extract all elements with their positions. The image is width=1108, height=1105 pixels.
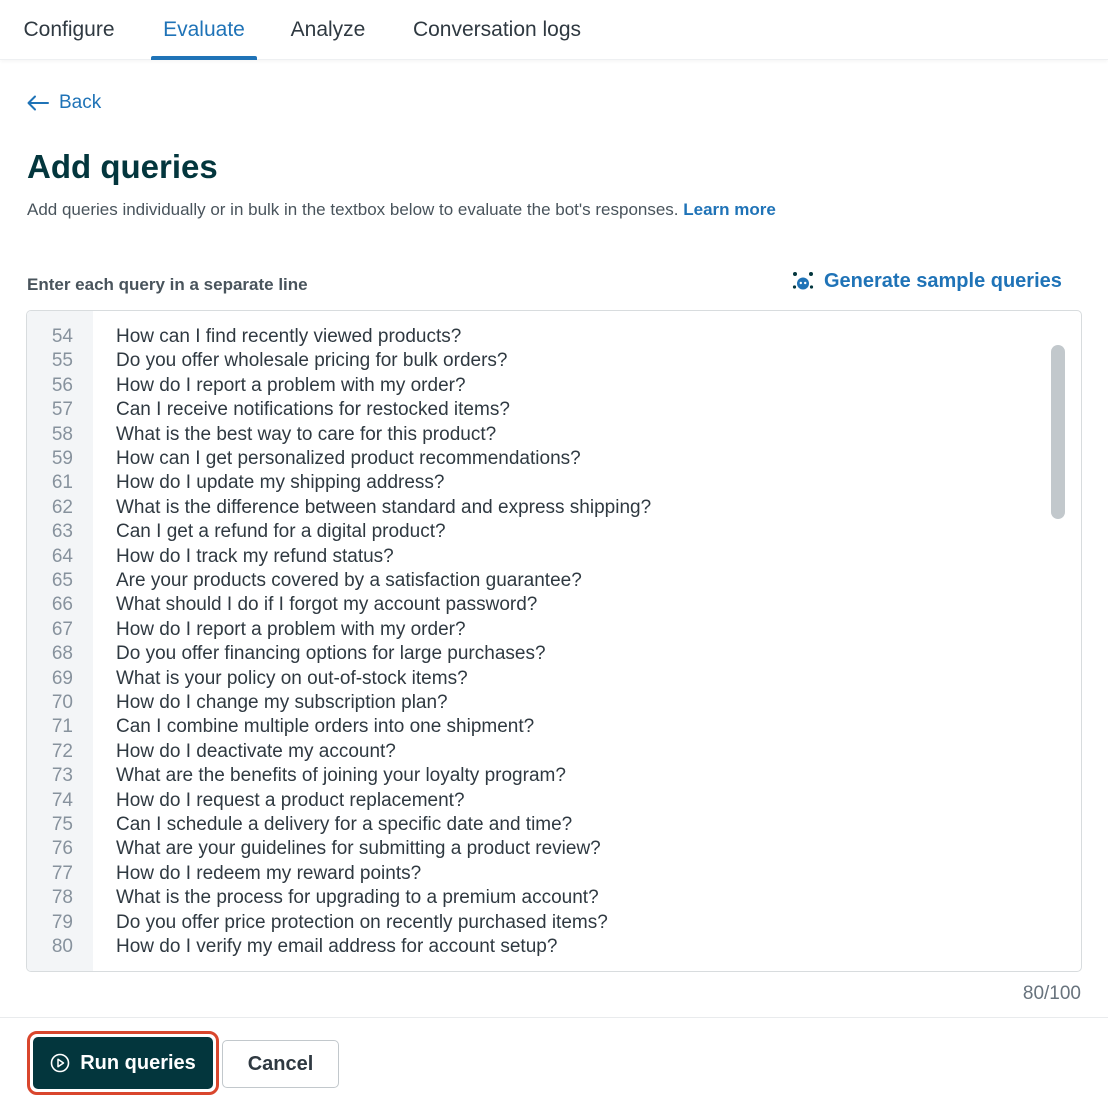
query-line[interactable]: How do I verify my email address for account setup? bbox=[116, 936, 558, 957]
query-line[interactable]: What are your guidelines for submitting a product review? bbox=[116, 838, 601, 860]
line-number: 73 bbox=[51, 765, 73, 787]
editor-scrollbar-thumb[interactable] bbox=[1051, 345, 1065, 519]
footer-divider bbox=[0, 1017, 1108, 1018]
line-number: 59 bbox=[51, 448, 73, 469]
query-line[interactable]: What are the benefits of joining your loyalty program? bbox=[116, 765, 566, 787]
line-number: 57 bbox=[51, 399, 73, 421]
query-line[interactable]: Do you offer wholesale pricing for bulk orders? bbox=[116, 350, 508, 372]
query-line[interactable]: Are your products covered by a satisfaction guarantee? bbox=[116, 570, 582, 591]
line-number: 75 bbox=[51, 814, 73, 835]
tab-analyze[interactable]: Analyze bbox=[290, 18, 366, 41]
line-number: 65 bbox=[51, 570, 73, 591]
query-line[interactable]: How do I deactivate my account? bbox=[116, 740, 396, 762]
queries-editor[interactable] bbox=[26, 310, 1082, 972]
query-line[interactable]: Do you offer price protection on recently purchased items? bbox=[116, 911, 608, 933]
line-number: 77 bbox=[51, 862, 73, 884]
line-number: 80 bbox=[51, 936, 73, 957]
sparkle-bot-icon bbox=[792, 271, 814, 291]
line-number: 67 bbox=[51, 618, 73, 640]
query-counter: 80/100 bbox=[1022, 983, 1081, 1004]
play-circle-icon bbox=[50, 1053, 70, 1073]
query-line[interactable]: Can I get a refund for a digital product? bbox=[116, 521, 446, 543]
line-number: 64 bbox=[51, 545, 73, 567]
query-line[interactable]: Can I schedule a delivery for a specific date and time? bbox=[116, 814, 573, 835]
query-line[interactable]: How can I get personalized product recommendations? bbox=[116, 448, 581, 469]
query-line[interactable]: Can I combine multiple orders into one shipment? bbox=[116, 716, 535, 738]
arrow-left-icon bbox=[27, 95, 49, 111]
line-number: 68 bbox=[51, 643, 73, 665]
page-title: Add queries bbox=[27, 148, 218, 185]
query-line[interactable]: How do I report a problem with my order? bbox=[116, 618, 466, 640]
line-number: 61 bbox=[51, 472, 73, 494]
queries-field-label: Enter each query in a separate line bbox=[27, 275, 308, 294]
back-link[interactable] bbox=[27, 89, 101, 117]
query-line[interactable]: How do I track my refund status? bbox=[116, 545, 394, 567]
line-number: 69 bbox=[51, 667, 73, 689]
learn-more-link[interactable]: Learn more bbox=[683, 200, 776, 219]
tab-configure[interactable]: Configure bbox=[23, 18, 115, 41]
query-line[interactable]: How do I redeem my reward points? bbox=[116, 862, 422, 884]
line-number: 58 bbox=[51, 423, 73, 445]
query-line[interactable]: What should I do if I forgot my account password? bbox=[116, 594, 538, 616]
query-line[interactable]: Do you offer financing options for large purchases? bbox=[116, 643, 546, 665]
generate-label: Generate sample queries bbox=[824, 269, 1062, 292]
tab-conversation-logs[interactable]: Conversation logs bbox=[412, 18, 582, 41]
line-number: 71 bbox=[51, 716, 73, 738]
line-number: 56 bbox=[51, 374, 73, 396]
line-number: 66 bbox=[51, 594, 73, 616]
line-number: 62 bbox=[51, 496, 73, 518]
subtitle-text: Add queries individually or in bulk in the textbox below to evaluate the bot's responses. bbox=[27, 200, 679, 219]
page-subtitle bbox=[27, 200, 776, 220]
query-line[interactable]: What is the best way to care for this product? bbox=[116, 423, 497, 445]
generate-sample-queries-button[interactable] bbox=[792, 266, 1062, 296]
top-nav bbox=[0, 0, 1108, 60]
line-number: 54 bbox=[51, 326, 73, 347]
line-number: 76 bbox=[51, 838, 73, 860]
cancel-button[interactable] bbox=[222, 1040, 339, 1088]
query-line[interactable]: How do I request a product replacement? bbox=[116, 789, 465, 811]
line-number: 79 bbox=[51, 911, 73, 933]
line-number: 63 bbox=[51, 521, 73, 543]
tab-evaluate[interactable]: Evaluate bbox=[163, 18, 245, 41]
query-line[interactable]: What is your policy on out-of-stock items? bbox=[116, 667, 468, 689]
query-line[interactable]: How do I report a problem with my order? bbox=[116, 374, 466, 396]
line-number: 70 bbox=[51, 692, 73, 713]
run-queries-button[interactable] bbox=[33, 1037, 213, 1089]
line-number: 55 bbox=[51, 350, 73, 372]
line-number: 78 bbox=[51, 887, 73, 909]
cancel-label: Cancel bbox=[247, 1052, 314, 1075]
active-tab-indicator bbox=[151, 56, 257, 60]
line-number: 74 bbox=[51, 789, 73, 811]
back-label: Back bbox=[59, 92, 102, 113]
query-line[interactable]: How can I find recently viewed products? bbox=[116, 326, 462, 347]
query-line[interactable]: What is the difference between standard and express shipping? bbox=[116, 496, 652, 518]
query-line[interactable]: How do I change my subscription plan? bbox=[116, 692, 448, 713]
query-line[interactable]: What is the process for upgrading to a premium account? bbox=[116, 887, 599, 909]
query-line[interactable]: Can I receive notifications for restocked items? bbox=[116, 399, 510, 421]
query-line[interactable]: How do I update my shipping address? bbox=[116, 472, 445, 494]
run-queries-label: Run queries bbox=[80, 1051, 196, 1074]
line-number: 72 bbox=[51, 740, 73, 762]
